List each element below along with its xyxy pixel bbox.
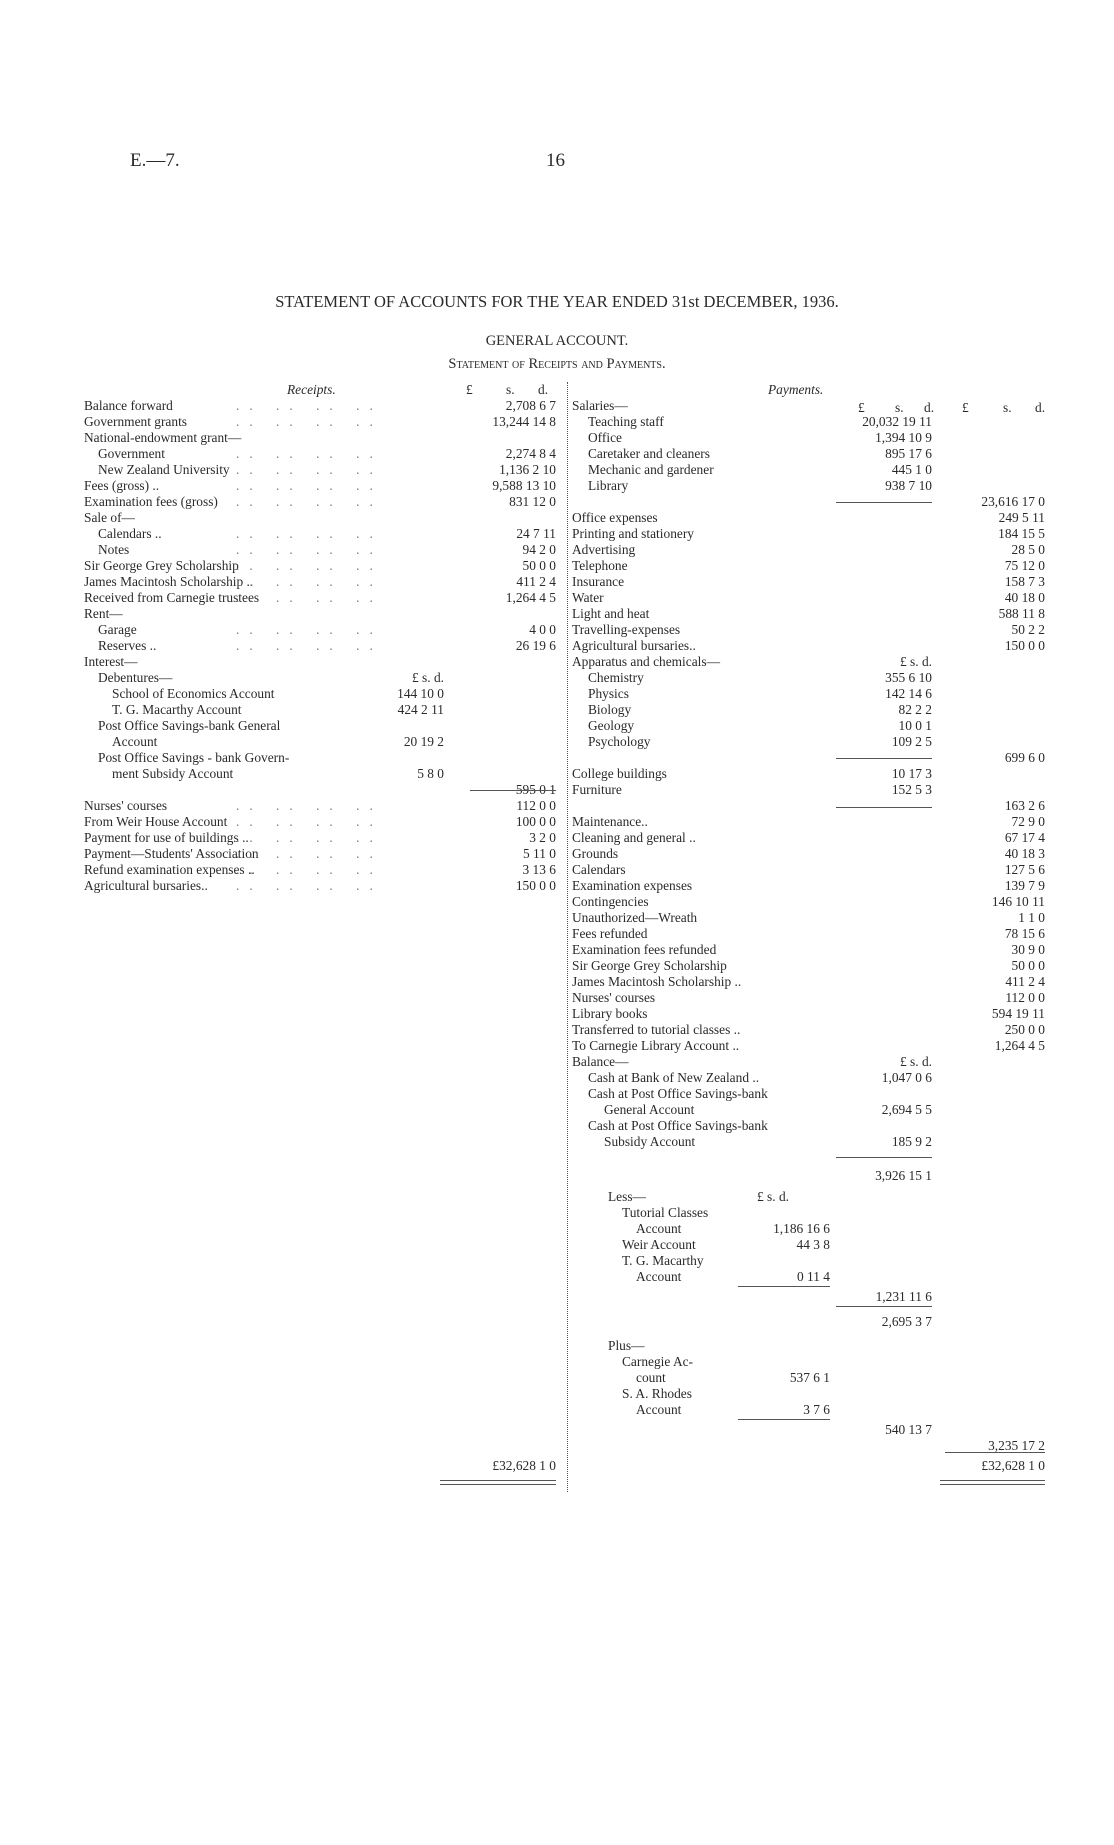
less-item-label: Tutorial Classes — [622, 1205, 709, 1220]
receipt-amount: 13,244 14 8 — [492, 414, 556, 429]
leader-dots: .. .. .. .. — [236, 398, 383, 413]
receipt-label: Account — [112, 734, 158, 749]
payment-outer-amount: 150 0 0 — [1004, 638, 1045, 653]
payment-inner-amount: 10 17 3 — [891, 766, 932, 781]
payment-inner-amount: £ s. d. — [900, 654, 932, 669]
less-total: 1,231 11 6 — [875, 1289, 932, 1304]
receipt-amount: 50 0 0 — [522, 558, 556, 573]
less-item-amount: 0 11 4 — [797, 1269, 830, 1284]
leader-dots: .. .. .. .. — [236, 478, 383, 493]
receipts-total-rule — [440, 1480, 556, 1481]
payment-outer-amount: 146 10 11 — [991, 894, 1045, 909]
less-rule — [738, 1286, 830, 1287]
less-item-amount: 44 3 8 — [796, 1237, 830, 1252]
payments-inner-col-pounds: £ — [858, 400, 865, 415]
receipt-label: Post Office Savings-bank General — [98, 718, 281, 733]
leader-dots: .. .. .. .. — [236, 830, 383, 845]
leader-dots: .. .. .. .. — [236, 814, 383, 829]
receipt-label: National-endowment grant— — [84, 430, 242, 445]
payment-inner-amount: 895 17 6 — [885, 446, 932, 461]
receipt-amount: 2,274 8 4 — [505, 446, 556, 461]
payment-label: Transferred to tutorial classes .. — [572, 1022, 741, 1037]
payment-label: Library books — [572, 1006, 648, 1021]
balance-total-rule — [945, 1452, 1045, 1453]
payment-outer-amount: 23,616 17 0 — [981, 494, 1045, 509]
receipt-label: Nurses' courses — [84, 798, 168, 813]
payment-outer-amount: 50 0 0 — [1011, 958, 1045, 973]
receipts-total-rule-2 — [440, 1484, 556, 1485]
page-number: 16 — [546, 150, 565, 171]
leader-dots: .. .. .. .. — [236, 590, 383, 605]
payment-label: Biology — [588, 702, 632, 717]
payment-outer-amount: 78 15 6 — [1004, 926, 1045, 941]
payment-outer-amount: 127 5 6 — [1004, 862, 1045, 877]
payment-inner-amount: 185 9 2 — [891, 1134, 932, 1149]
receipt-amount: 112 0 0 — [516, 798, 556, 813]
receipt-label: Government grants — [84, 414, 188, 429]
payment-label: Light and heat — [572, 606, 650, 621]
leader-dots: .. .. .. .. — [236, 638, 383, 653]
receipt-label: New Zealand University — [98, 462, 230, 477]
payment-inner-amount: 82 2 2 — [898, 702, 932, 717]
receipt-sub-amount: 20 19 2 — [403, 734, 444, 749]
leader-dots: .. .. .. .. — [236, 574, 383, 589]
payment-inner-amount: £ s. d. — [900, 1054, 932, 1069]
receipt-label: Fees (gross) .. — [84, 478, 160, 493]
payment-label: Caretaker and cleaners — [588, 446, 710, 461]
less-item-label: Weir Account — [622, 1237, 696, 1252]
payment-inner-amount: 355 6 10 — [885, 670, 932, 685]
payment-label: Printing and stationery — [572, 526, 694, 541]
payment-outer-amount: 67 17 4 — [1004, 830, 1045, 845]
payment-label: Chemistry — [588, 670, 644, 685]
payment-outer-amount: 72 9 0 — [1011, 814, 1045, 829]
receipts-heading: Receipts. — [287, 382, 336, 397]
payments-total-rule-2 — [940, 1484, 1045, 1485]
payment-label: Office — [588, 430, 622, 445]
payment-label: Apparatus and chemicals— — [572, 654, 720, 669]
payment-label: To Carnegie Library Account .. — [572, 1038, 740, 1053]
receipts-subtotal-rule — [470, 790, 556, 791]
receipt-label: Calendars .. — [98, 526, 162, 541]
payment-label: Fees refunded — [572, 926, 648, 941]
receipt-label: Refund examination expenses .. — [84, 862, 255, 877]
payment-label: Cash at Post Office Savings-bank — [588, 1118, 768, 1133]
receipt-label: Garage — [98, 622, 137, 637]
receipt-amount: 831 12 0 — [509, 494, 556, 509]
receipt-sub-amount: £ s. d. — [412, 670, 444, 685]
receipt-amount: 4 0 0 — [529, 622, 556, 637]
payment-inner-amount: 152 5 3 — [891, 782, 932, 797]
receipt-amount: 24 7 11 — [516, 526, 556, 541]
less-item-label: T. G. Macarthy — [622, 1253, 704, 1268]
payment-outer-amount: 139 7 9 — [1004, 878, 1045, 893]
payment-label: Furniture — [572, 782, 622, 797]
salaries-rule — [836, 502, 932, 503]
payment-label: Nurses' courses — [572, 990, 656, 1005]
payment-outer-amount: 50 2 2 — [1011, 622, 1045, 637]
payment-label: Office expenses — [572, 510, 658, 525]
payment-inner-amount: 445 1 0 — [891, 462, 932, 477]
receipt-label: Notes — [98, 542, 130, 557]
payment-outer-amount: 184 15 5 — [998, 526, 1045, 541]
receipt-label: Government — [98, 446, 165, 461]
leader-dots: .. .. .. .. — [236, 494, 383, 509]
payment-outer-amount: 28 5 0 — [1011, 542, 1045, 557]
payment-label: Insurance — [572, 574, 625, 589]
receipt-amount: 595 0 1 — [515, 782, 556, 797]
leader-dots: .. .. .. .. — [236, 846, 383, 861]
payment-label: Telephone — [572, 558, 628, 573]
payment-label: Water — [572, 590, 604, 605]
column-divider — [567, 382, 568, 1492]
payment-label: Subsidy Account — [604, 1134, 696, 1149]
payment-label: Advertising — [572, 542, 636, 557]
plus-label: Plus— — [608, 1338, 645, 1353]
payment-inner-amount: 142 14 6 — [885, 686, 932, 701]
receipt-amount: 150 0 0 — [515, 878, 556, 893]
receipt-amount: 3 2 0 — [529, 830, 556, 845]
leader-dots: .. .. .. .. — [236, 862, 383, 877]
payment-label: Geology — [588, 718, 635, 733]
payment-outer-amount: 699 6 0 — [1004, 750, 1045, 765]
payment-label: Travelling-expenses — [572, 622, 681, 637]
less-item-label: Account — [636, 1269, 682, 1284]
statement-title: STATEMENT OF ACCOUNTS FOR THE YEAR ENDED 31st DECEMBER, 1936. — [275, 292, 839, 311]
leader-dots: .. .. .. .. — [236, 526, 383, 541]
payment-outer-amount: 1 1 0 — [1018, 910, 1045, 925]
receipts-col-shillings: s. — [506, 382, 515, 397]
payment-outer-amount: 249 5 11 — [998, 510, 1045, 525]
payment-outer-amount: 112 0 0 — [1005, 990, 1045, 1005]
receipt-sub-amount: 5 8 0 — [417, 766, 444, 781]
payment-outer-amount: 30 9 0 — [1011, 942, 1045, 957]
receipt-label: From Weir House Account — [84, 814, 228, 829]
leader-dots: .. .. .. .. — [236, 878, 383, 893]
receipt-label: Interest— — [84, 654, 138, 669]
leader-dots: .. .. .. .. — [236, 446, 383, 461]
leader-dots: .. .. .. .. — [236, 798, 383, 813]
payment-inner-amount: 20,032 19 11 — [862, 414, 932, 429]
balance-subtotal: 3,926 15 1 — [875, 1168, 932, 1183]
receipt-label: Payment for use of buildings .. — [84, 830, 249, 845]
payment-outer-amount: 75 12 0 — [1004, 558, 1045, 573]
payment-label: Teaching staff — [588, 414, 664, 429]
receipt-amount: 5 11 0 — [523, 846, 556, 861]
payment-label: Calendars — [572, 862, 626, 877]
payment-outer-amount: 40 18 0 — [1004, 590, 1045, 605]
receipt-label: Debentures— — [98, 670, 173, 685]
receipt-label: ment Subsidy Account — [112, 766, 234, 781]
receipt-amount: 1,136 2 10 — [499, 462, 556, 477]
payments-total-rule — [940, 1480, 1045, 1481]
payment-label: Grounds — [572, 846, 619, 861]
receipt-label: Payment—Students' Association — [84, 846, 259, 861]
payment-label: Examination expenses — [572, 878, 693, 893]
receipt-label: James Macintosh Scholarship .. — [84, 574, 254, 589]
page-reference: E.—7. — [130, 150, 180, 171]
receipt-label: Received from Carnegie trustees — [84, 590, 260, 605]
payments-inner-col-pence: d. — [924, 400, 935, 415]
plus-item-label: count — [636, 1370, 666, 1385]
payments-total: £32,628 1 0 — [981, 1458, 1045, 1473]
payment-label: Agricultural bursaries.. — [572, 638, 696, 653]
receipt-label: Rent— — [84, 606, 123, 621]
plus-item-amount: 537 6 1 — [789, 1370, 830, 1385]
payments-heading: Payments. — [768, 382, 824, 397]
receipts-col-pence: d. — [538, 382, 549, 397]
payment-outer-amount: 594 19 11 — [991, 1006, 1045, 1021]
payment-label: James Macintosh Scholarship .. — [572, 974, 742, 989]
payment-label: Mechanic and gardener — [588, 462, 714, 477]
less-item-amount: 1,186 16 6 — [773, 1221, 830, 1236]
payment-inner-amount: 10 0 1 — [898, 718, 932, 733]
statement-subtitle: Statement of Receipts and Payments. — [448, 356, 666, 372]
payment-inner-amount: 2,694 5 5 — [881, 1102, 932, 1117]
payment-outer-amount: 40 18 3 — [1004, 846, 1045, 861]
payment-outer-amount: 158 7 3 — [1004, 574, 1045, 589]
payment-label: Physics — [588, 686, 629, 701]
less-item-label: Account — [636, 1221, 682, 1236]
receipt-amount: 9,588 13 10 — [492, 478, 556, 493]
plus-item-amount: 3 7 6 — [803, 1402, 830, 1417]
leader-dots: .. .. .. .. — [236, 542, 383, 557]
payment-inner-amount: 109 2 5 — [891, 734, 932, 749]
balance-rule — [836, 1157, 932, 1158]
receipt-label: School of Economics Account — [112, 686, 275, 701]
payment-label: Sir George Grey Scholarship — [572, 958, 727, 973]
receipt-label: Reserves .. — [98, 638, 157, 653]
receipt-sub-amount: 144 10 0 — [397, 686, 444, 701]
payment-label: Library — [588, 478, 629, 493]
receipt-amount: 94 2 0 — [522, 542, 556, 557]
receipts-col-pounds: £ — [466, 382, 473, 397]
less-label: Less— — [608, 1189, 646, 1204]
payments-outer-col-pence: d. — [1035, 400, 1046, 415]
payment-inner-amount: 1,047 0 6 — [881, 1070, 932, 1085]
leader-dots: .. .. .. .. — [236, 462, 383, 477]
payments-outer-col-shillings: s. — [1003, 400, 1012, 415]
payment-label: Unauthorized—Wreath — [572, 910, 698, 925]
apparatus-rule — [836, 758, 932, 759]
leader-dots: .. .. .. .. — [236, 558, 383, 573]
payment-outer-amount: 163 2 6 — [1004, 798, 1045, 813]
less-net: 2,695 3 7 — [881, 1314, 932, 1329]
payment-label: Contingencies — [572, 894, 649, 909]
leader-dots: .. .. .. .. — [236, 414, 383, 429]
payment-outer-amount: 588 11 8 — [998, 606, 1045, 621]
less-net-rule — [836, 1306, 932, 1307]
receipt-label: Examination fees (gross) — [84, 494, 218, 509]
receipt-label: Sir George Grey Scholarship — [84, 558, 239, 573]
account-title: GENERAL ACCOUNT. — [485, 333, 629, 349]
payment-label: College buildings — [572, 766, 667, 781]
receipt-label: Post Office Savings - bank Govern- — [98, 750, 290, 765]
payment-inner-amount: 1,394 10 9 — [875, 430, 932, 445]
receipts-total: £32,628 1 0 — [492, 1458, 556, 1473]
receipt-label: Sale of— — [84, 510, 135, 525]
plus-item-label: S. A. Rhodes — [622, 1386, 692, 1401]
plus-item-label: Carnegie Ac- — [622, 1354, 694, 1369]
plus-total: 540 13 7 — [885, 1422, 932, 1437]
payment-label: Maintenance.. — [572, 814, 648, 829]
receipt-amount: 26 19 6 — [515, 638, 556, 653]
buildings-rule — [836, 807, 932, 808]
receipt-amount: 1,264 4 5 — [505, 590, 556, 605]
plus-item-label: Account — [636, 1402, 682, 1417]
payment-label: Examination fees refunded — [572, 942, 717, 957]
receipt-sub-amount: 424 2 11 — [397, 702, 444, 717]
payment-label: Balance— — [572, 1054, 629, 1069]
payment-label: Cash at Post Office Savings-bank — [588, 1086, 768, 1101]
receipt-amount: 3 13 6 — [522, 862, 556, 877]
payment-label: Cash at Bank of New Zealand .. — [588, 1070, 760, 1085]
payment-label: Salaries— — [572, 398, 628, 413]
payments-outer-col-pounds: £ — [962, 400, 969, 415]
payment-label: Psychology — [588, 734, 651, 749]
payment-outer-amount: 411 2 4 — [1005, 974, 1045, 989]
plus-rule — [738, 1419, 830, 1420]
payment-outer-amount: 1,264 4 5 — [994, 1038, 1045, 1053]
payment-label: Cleaning and general .. — [572, 830, 696, 845]
receipt-amount: 2,708 6 7 — [505, 398, 556, 413]
payment-inner-amount: 938 7 10 — [885, 478, 932, 493]
receipt-label: T. G. Macarthy Account — [112, 702, 242, 717]
receipt-amount: 411 2 4 — [516, 574, 556, 589]
receipt-amount: 100 0 0 — [515, 814, 556, 829]
balance-total: 3,235 17 2 — [988, 1438, 1045, 1453]
leader-dots: .. .. .. .. — [236, 622, 383, 637]
receipt-label: Balance forward — [84, 398, 173, 413]
receipt-label: Agricultural bursaries.. — [84, 878, 208, 893]
less-col-header: £ s. d. — [757, 1189, 789, 1204]
payment-label: General Account — [604, 1102, 695, 1117]
payment-outer-amount: 250 0 0 — [1004, 1022, 1045, 1037]
payments-inner-col-shillings: s. — [895, 400, 904, 415]
